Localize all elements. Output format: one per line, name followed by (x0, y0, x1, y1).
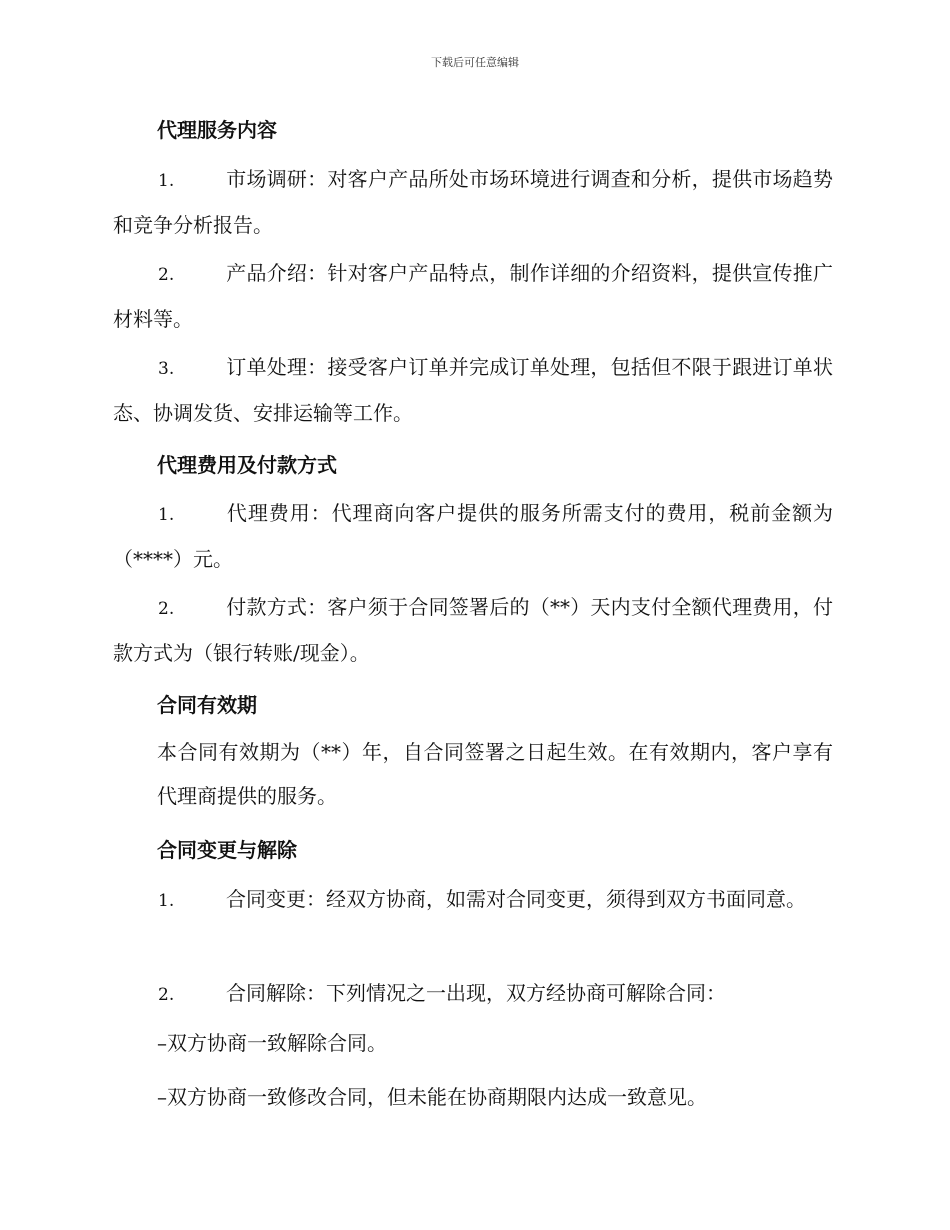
item-number: 1. (158, 891, 175, 911)
item-text: 代理费用：代理商向客户提供的服务所需支付的费用，税前金额为（****）元。 (113, 501, 833, 571)
list-item (113, 491, 833, 581)
section-title-change: 合同变更与解除 (157, 838, 297, 862)
item-text: 合同解除：下列情况之一出现，双方经协商可解除合同： (226, 981, 726, 1005)
page-header-note: 下载后可任意编辑 (431, 56, 519, 69)
bullet-item: –双方协商一致解除合同。 (157, 1031, 387, 1055)
paragraph-validity: 本合同有效期为（**）年，自合同签署之日起生效。在有效期内，客户享有代理商提供的服务。 (157, 740, 833, 808)
item-text: 合同变更：经双方协商，如需对合同变更，须得到双方书面同意。 (226, 887, 806, 911)
item-text: 市场调研：对客户产品所处市场环境进行调查和分析，提供市场趋势和竞争分析报告。 (113, 167, 833, 237)
section-title-validity: 合同有效期 (157, 693, 257, 717)
item-number: 2. (158, 985, 175, 1005)
item-number: 1. (158, 171, 175, 191)
list-item (113, 345, 833, 435)
list-item (113, 585, 833, 675)
list-item (113, 251, 833, 341)
item-number: 3. (158, 359, 175, 379)
list-item (113, 971, 833, 1017)
section-title-service: 代理服务内容 (157, 118, 277, 142)
item-number: 1. (158, 505, 175, 525)
item-number: 2. (158, 265, 175, 285)
item-text: 产品介绍：针对客户产品特点，制作详细的介绍资料，提供宣传推广材料等。 (113, 261, 833, 331)
item-number: 2. (158, 599, 175, 619)
section-title-fees: 代理费用及付款方式 (157, 453, 337, 477)
list-item (113, 157, 833, 247)
bullet-item: –双方协商一致修改合同，但未能在协商期限内达成一致意见。 (157, 1085, 707, 1109)
item-text: 付款方式：客户须于合同签署后的（**）天内支付全额代理费用，付款方式为（银行转账/现金）。 (113, 595, 833, 665)
item-text: 订单处理：接受客户订单并完成订单处理，包括但不限于跟进订单状态、协调发货、安排运输等工作。 (113, 355, 833, 425)
list-item (113, 877, 833, 923)
